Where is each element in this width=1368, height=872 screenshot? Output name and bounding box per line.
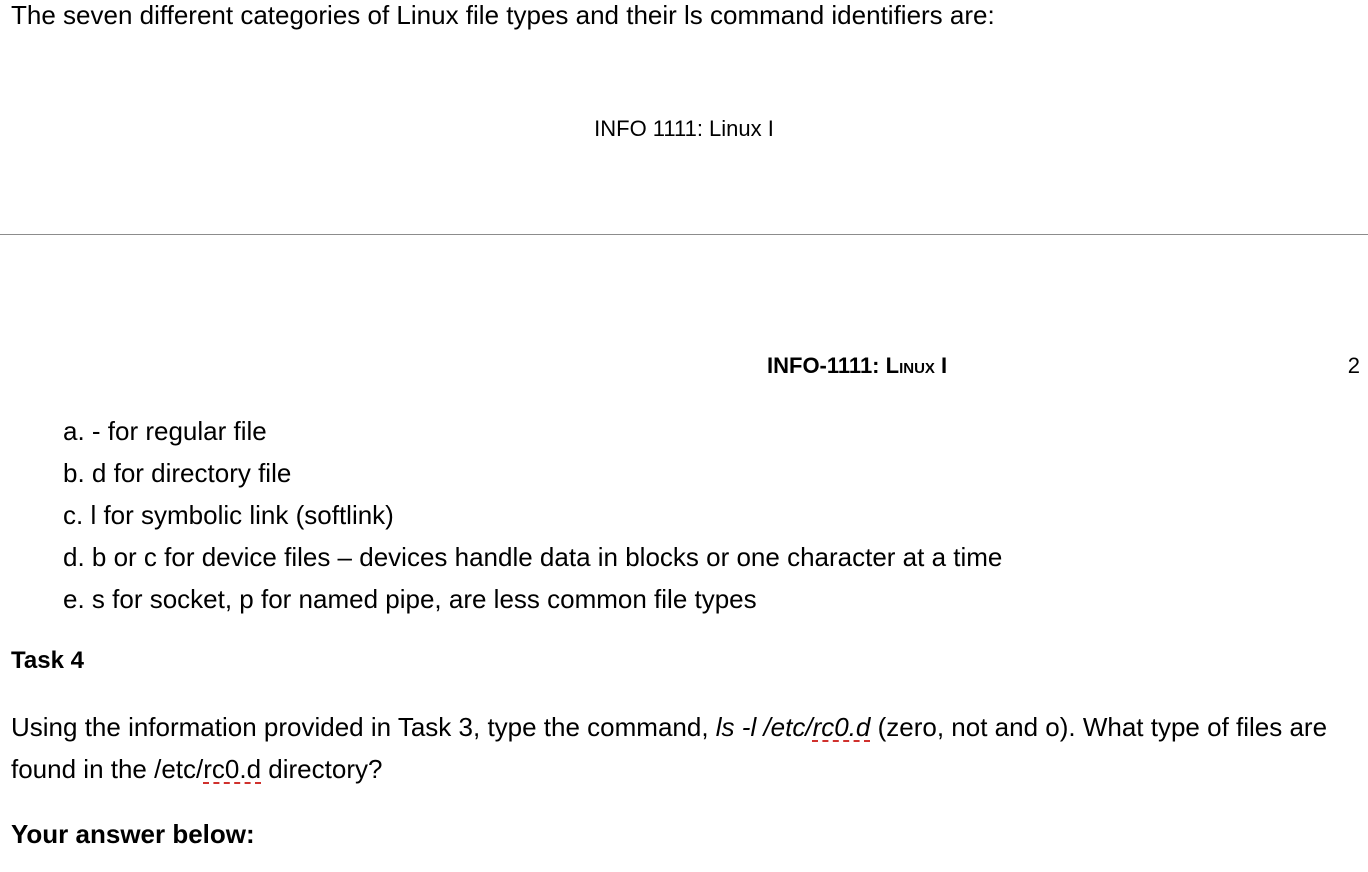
- running-header: [767, 352, 947, 380]
- task-heading: Task 4: [11, 647, 84, 674]
- file-type-list: [63, 410, 1002, 620]
- spelling-flag-path[interactable]: rc0.d: [203, 754, 262, 784]
- list-item: d. b or c for device files – devices handle data in blocks or one character at a time: [63, 542, 1003, 572]
- intro-text: The seven different categories of Linux file types and their ls command identifiers are:: [11, 0, 995, 30]
- list-item: e. s for socket, p for named pipe, are less common file types: [63, 584, 757, 614]
- previous-page-header: INFO 1111: Linux I: [594, 116, 774, 141]
- task-text: Using the information provided in Task 3, type the command,: [11, 712, 716, 742]
- command-prefix: ls -l /etc/: [715, 712, 813, 742]
- answer-label: Your answer below:: [11, 819, 255, 849]
- task-text: directory?: [261, 754, 383, 784]
- page-break-divider: [0, 234, 1368, 235]
- task-instructions: [11, 706, 1361, 790]
- spelling-flag-command[interactable]: rc0.d: [812, 712, 871, 742]
- command-text: [716, 712, 871, 742]
- page-number: 2: [1347, 353, 1360, 378]
- task-text: (zero, not and o). What type of files are found in the /etc/: [11, 712, 1328, 784]
- list-item: b. d for directory file: [63, 458, 292, 488]
- list-item: c. l for symbolic link (softlink): [63, 500, 394, 530]
- header-course-title: Linux I: [885, 353, 948, 378]
- list-item: a. - for regular file: [63, 416, 267, 446]
- header-course-code: INFO-1111:: [767, 353, 886, 378]
